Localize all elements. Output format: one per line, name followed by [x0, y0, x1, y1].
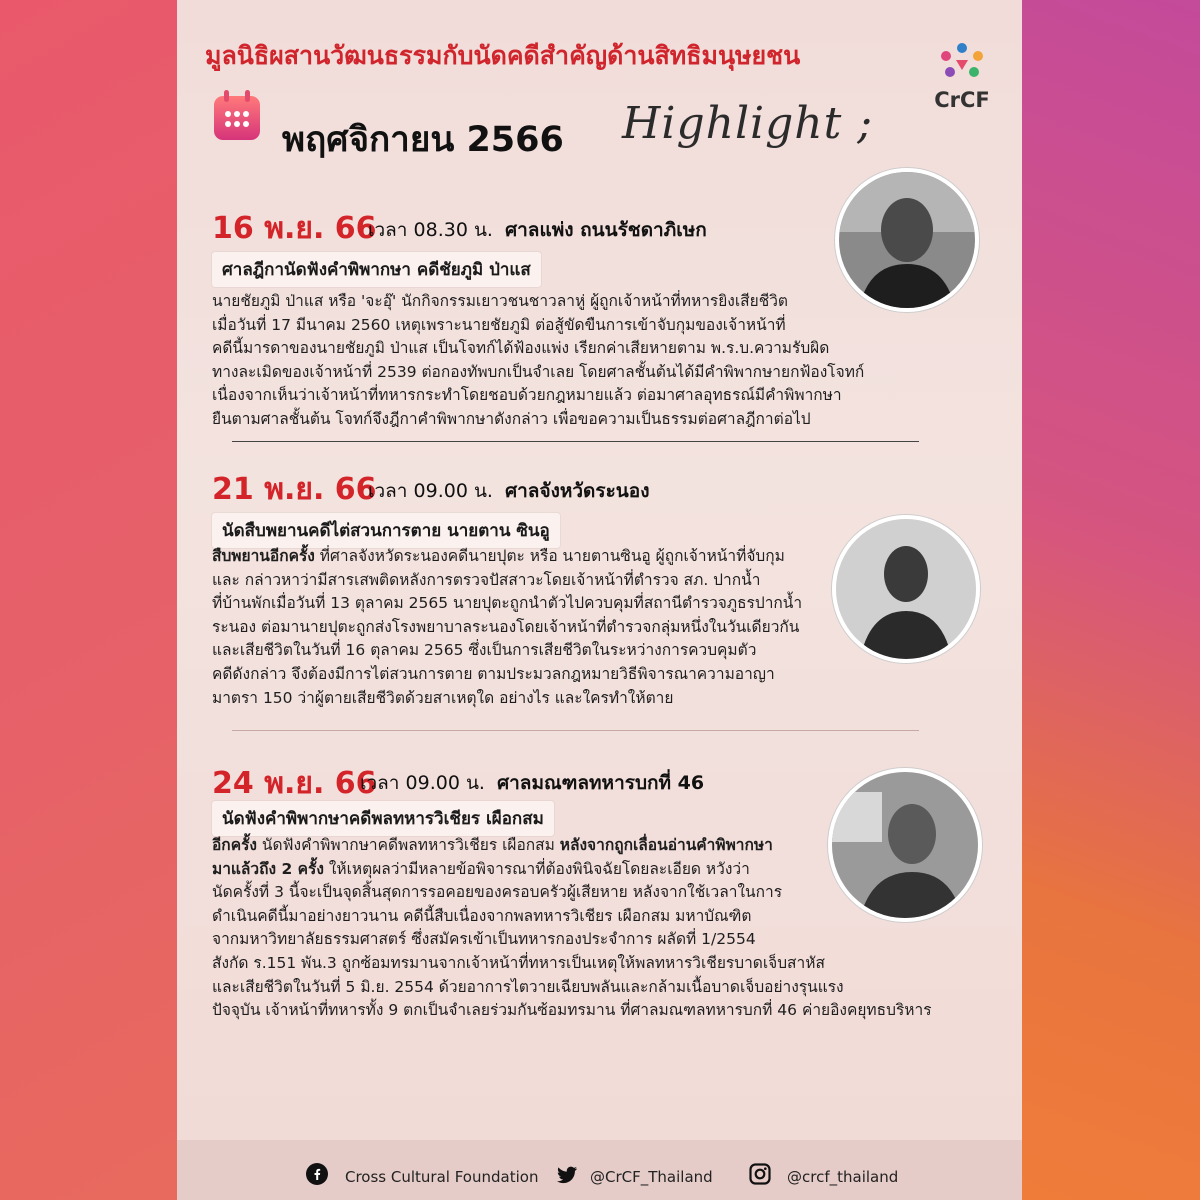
divider — [232, 441, 919, 442]
case3-line-text: ให้เหตุผลว่ามีหลายข้อพิจารณาที่ต้องพินิจฉัยโดยละเอียด หวังว่า — [323, 859, 750, 878]
case1-time-prefix: เวลา 08.30 น. — [368, 219, 493, 241]
case1-photo — [835, 168, 979, 312]
case1-line: เมื่อวันที่ 17 มีนาคม 2560 เหตุเพราะนายชัยภูมิ ต่อสู้ขัดขืนการเข้าจับกุมของเจ้าหน้าที่ — [212, 315, 786, 334]
case1-line: ทางละเมิดของเจ้าหน้าที่ 2539 ต่อกองทัพบกเป็นจำเลย โดยศาลชั้นต้นได้มีคำพิพากษายกฟ้องโจทก์ — [212, 362, 865, 381]
divider — [232, 730, 919, 731]
case2-line: มาตรา 150 ว่าผู้ตายเสียชีวิตด้วยสาเหตุใด อย่างไร และใครทำให้ตาย — [212, 688, 674, 707]
case3-line: สังกัด ร.151 พัน.3 ถูกซ้อมทรมานจากเจ้าหน้าที่ทหารเป็นเหตุให้พลทหารวิเชียรบาดเจ็บสาหัส — [212, 953, 825, 972]
case3-heading: นัดฟังคำพิพากษาคดีพลทหารวิเชียร เผือกสม — [212, 801, 554, 836]
case3-line — [212, 834, 932, 858]
logo-text: CrCF — [934, 88, 990, 112]
case1-venue: ศาลแพ่ง ถนนรัชดาภิเษก — [505, 219, 707, 241]
case3-time — [360, 768, 704, 798]
case3-time-prefix: เวลา 09.00 น. — [360, 772, 485, 794]
case1-body — [212, 290, 864, 432]
case3-line: จากมหาวิทยาลัยธรรมศาสตร์ ซึ่งสมัครเข้าเป็นทหารกองประจำการ ผลัดที่ 1/2554 — [212, 930, 756, 949]
case2-time — [368, 476, 649, 506]
facebook-icon[interactable] — [306, 1163, 328, 1185]
case3-photo — [828, 768, 982, 922]
case2-line: ระนอง ต่อมานายปุตะถูกส่งโรงพยาบาลระนองโดยเจ้าหน้าที่ตำรวจกลุ่มหนึ่งในวันเดียวกัน — [212, 617, 800, 636]
facebook-link[interactable]: Cross Cultural Foundation — [345, 1168, 539, 1186]
calendar-icon — [212, 88, 262, 142]
case2-line: และเสียชีวิตในวันที่ 16 ตุลาคม 2565 ซึ่งเป็นการเสียชีวิตในระหว่างการควบคุมตัว — [212, 641, 757, 660]
case1-date: 16 พ.ย. 66 — [212, 211, 377, 246]
case1-line: คดีนี้มารดาของนายชัยภูมิ ป่าแส เป็นโจทก์ได้ฟ้องแพ่ง เรียกค่าเสียหายตาม พ.ร.บ.ความรับผิด — [212, 339, 830, 358]
highlight-label: Highlight ; — [622, 98, 874, 149]
case2-body — [212, 545, 802, 710]
case2-heading: นัดสืบพยานคดีไต่สวนการตาย นายตาน ซินอู — [212, 513, 560, 548]
case3-line-text: นัดฟังคำพิพากษาคดีพลทหารวิเชียร เผือกสม — [256, 836, 560, 854]
case2-date: 21 พ.ย. 66 — [212, 472, 377, 507]
case2-line: ที่บ้านพักเมื่อวันที่ 13 ตุลาคม 2565 นายปุตะถูกนำตัวไปควบคุมที่สถานีตำรวจภูธรปากน้ำ — [212, 594, 803, 613]
case2-line-text: ที่ศาลจังหวัดระนองคดีนายปุตะ หรือ นายตานซินอู ผู้ถูกเจ้าหน้าที่จับกุม — [314, 547, 785, 565]
case2-time-prefix: เวลา 09.00 น. — [368, 480, 493, 502]
case1-line: ยืนตามศาลชั้นต้น โจทก์จึงฎีกาคำพิพากษาดังกล่าว เพื่อขอความเป็นธรรมต่อศาลฎีกาต่อไป — [212, 409, 811, 428]
case3-body — [212, 834, 932, 1023]
case3-bold-text: มาแล้วถึง 2 ครั้ง — [212, 859, 324, 878]
page-title: มูลนิธิผสานวัฒนธรรมกับนัดคดีสำคัญด้านสิทธิมนุษยชน — [205, 41, 801, 70]
instagram-link[interactable]: @crcf_thailand — [787, 1168, 899, 1186]
case3-lead: อีกครั้ง — [212, 836, 257, 854]
case1-line: เนื่องจากเห็นว่าเจ้าหน้าที่ทหารกระทำโดยชอบด้วยกฎหมายแล้ว ต่อมาศาลอุทธรณ์มีคำพิพากษา — [212, 386, 842, 405]
case1-time — [368, 215, 707, 245]
month-heading: พฤศจิกายน 2566 — [282, 120, 564, 160]
case2-photo — [832, 515, 980, 663]
case3-date: 24 พ.ย. 66 — [212, 766, 377, 801]
case1-heading: ศาลฎีกานัดฟังคำพิพากษา คดีชัยภูมิ ป่าแส — [212, 252, 541, 287]
case2-line: คดีดังกล่าว จึงต้องมีการไต่สวนการตาย ตามประมวลกฎหมายวิธีพิจารณาความอาญา — [212, 664, 775, 683]
case3-venue: ศาลมณฑลทหารบกที่ 46 — [497, 772, 705, 794]
case2-line — [212, 545, 802, 569]
case2-venue: ศาลจังหวัดระนอง — [505, 480, 650, 502]
twitter-icon[interactable] — [556, 1163, 578, 1185]
case1-line: นายชัยภูมิ ป่าแส หรือ 'จะอุ๊' นักกิจกรรมเยาวชนชาวลาหู่ ผู้ถูกเจ้าหน้าที่ทหารยิงเสียชีวิต — [212, 292, 788, 310]
case3-line — [212, 858, 932, 882]
case2-line: และ กล่าวหาว่ามีสารเสพติดหลังการตรวจปัสสาวะโดยเจ้าหน้าที่ตำรวจ สภ. ปากน้ำ — [212, 570, 761, 589]
twitter-link[interactable]: @CrCF_Thailand — [590, 1168, 713, 1186]
case3-line: และเสียชีวิตในวันที่ 5 มิ.ย. 2554 ด้วยอาการไตวายเฉียบพลันและกล้ามเนื้อบาดเจ็บอย่างรุนแรง — [212, 977, 844, 996]
case3-line: นัดครั้งที่ 3 นี้จะเป็นจุดสิ้นสุดการรอคอยของครอบครัวผู้เสียหาย หลังจากใช้เวลาในการ — [212, 883, 783, 902]
case3-bold-text: หลังจากถูกเลื่อนอ่านคำพิพากษา — [559, 836, 773, 854]
case2-lead: สืบพยานอีกครั้ง — [212, 547, 315, 565]
page-background-right — [1010, 0, 1200, 1200]
instagram-icon[interactable] — [749, 1163, 771, 1185]
case3-line: ปัจจุบัน เจ้าหน้าที่ทหารทั้ง 9 ตกเป็นจำเลยร่วมกันซ้อมทรมาน ที่ศาลมณฑลทหารบกที่ 46 ค่ายอิงคยุทธบริหาร — [212, 1001, 932, 1020]
case3-line: ดำเนินคดีนี้มาอย่างยาวนาน คดีนี้สืบเนื่องจากพลทหารวิเชียร เผือกสม มหาบัณฑิต — [212, 906, 752, 925]
